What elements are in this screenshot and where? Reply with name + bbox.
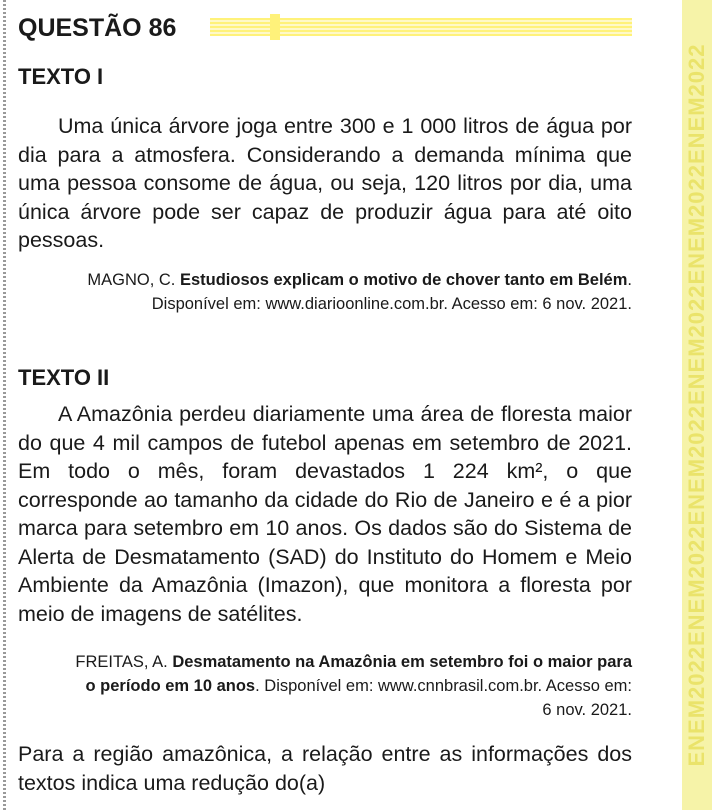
texto1-source-title: Estudiosos explicam o motivo de chover tanto em Belém: [179, 271, 628, 289]
texto1-source: [72, 268, 632, 316]
texto1-heading: TEXTO I: [18, 64, 104, 89]
side-strip-pattern: ENEM2022ENEM2022ENEM2022ENEM2022ENEM2022ENEM2022: [684, 43, 709, 767]
texto2-source: [72, 650, 632, 722]
texto1-source-author: MAGNO, C.: [87, 271, 180, 289]
header-bar-marker: [270, 14, 280, 40]
decorative-side-strip: [682, 0, 712, 810]
question-header: [18, 12, 632, 44]
texto2-source-rest: . Disponível em: www.cnnbrasil.com.br. Acesso em: 6 nov. 2021.: [255, 677, 632, 719]
texto1-body: [18, 112, 632, 255]
texto2-heading: TEXTO II: [18, 365, 110, 390]
texto1-source-rest: . Disponível em: www.diarioonline.com.br. Acesso em: 6 nov. 2021.: [151, 271, 632, 313]
texto2-body-text: A Amazônia perdeu diariamente uma área de floresta maior do que 4 mil campos de futebol apenas em setembro de 2021. Em todo o mês, foram devastados 1 224 km², o que corresponde ao tamanho da cidade do Rio de Janeiro e é a pior marca para setembro em 10 anos. Os dados são do Sistema de Alerta de Desmatamento (SAD) do Instituto do Homem e Meio Ambiente da Amazônia (Imazon), que monitora a floresta por meio de imagens de satélites.: [18, 402, 632, 626]
left-border-rule: [3, 0, 6, 810]
texto2-source-author: FREITAS, A.: [75, 653, 173, 671]
question-prompt: Para a região amazônica, a relação entre as informações dos textos indica uma redução do(a): [18, 742, 632, 795]
question-title: QUESTÃO 86: [18, 14, 177, 42]
texto2-source-title: Desmatamento na Amazônia em setembro foi o maior para o período em 10 anos: [85, 653, 632, 695]
texto1-body-text: Uma única árvore joga entre 300 e 1 000 litros de água por dia para a atmosfera. Considerando a demanda mínima que uma pessoa consome de água, ou seja, 120 litros por dia, uma única árvore pode ser capaz de produzir água para até oito pessoas.: [18, 114, 632, 252]
texto2-body: [18, 400, 632, 628]
